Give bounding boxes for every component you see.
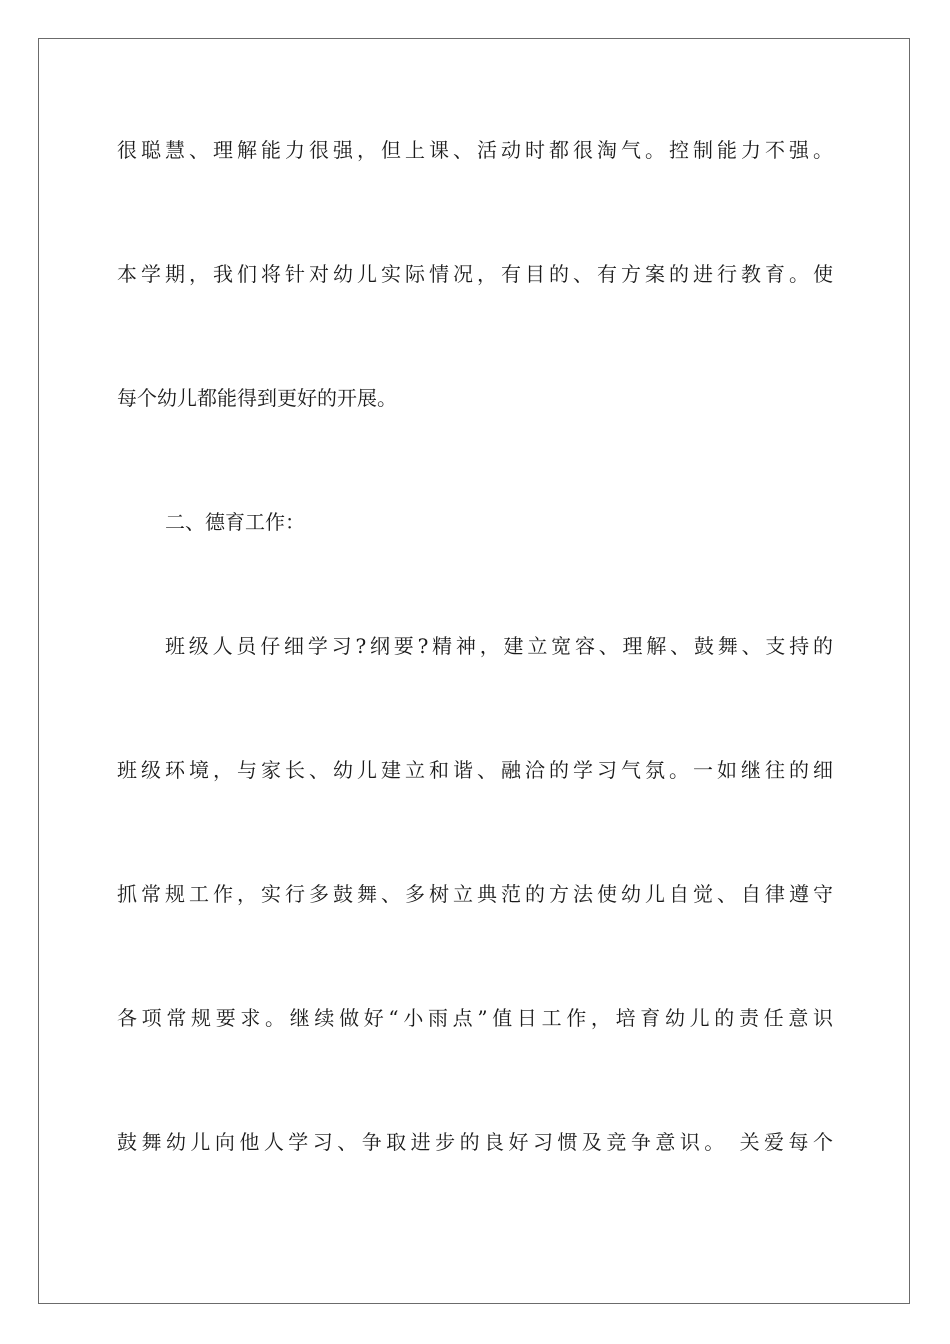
paragraph-line: 很聪慧、理解能力很强，但上课、活动时都很淘气。控制能力不强。 [117,138,833,162]
page-border [38,38,910,1304]
paragraph-line: 班级环境，与家长、幼儿建立和谐、融洽的学习气氛。一如继往的细 [117,758,833,782]
paragraph-line: 本学期，我们将针对幼儿实际情况，有目的、有方案的进行教育。使 [117,262,833,286]
paragraph-line: 各项常规要求。继续做好“小雨点”值日工作，培育幼儿的责任意识 [117,1006,833,1030]
paragraph-line: 班级人员仔细学习?纲要?精神，建立宽容、理解、鼓舞、支持的 [165,634,833,658]
paragraph-line: 抓常规工作，实行多鼓舞、多树立典范的方法使幼儿自觉、自律遵守 [117,882,833,906]
paragraph-line: 每个幼儿都能得到更好的开展。 [117,386,397,410]
paragraph-line: 鼓舞幼儿向他人学习、争取进步的良好习惯及竞争意识。 关爱每个 [117,1130,833,1154]
section-heading: 二、德育工作： [165,510,305,534]
